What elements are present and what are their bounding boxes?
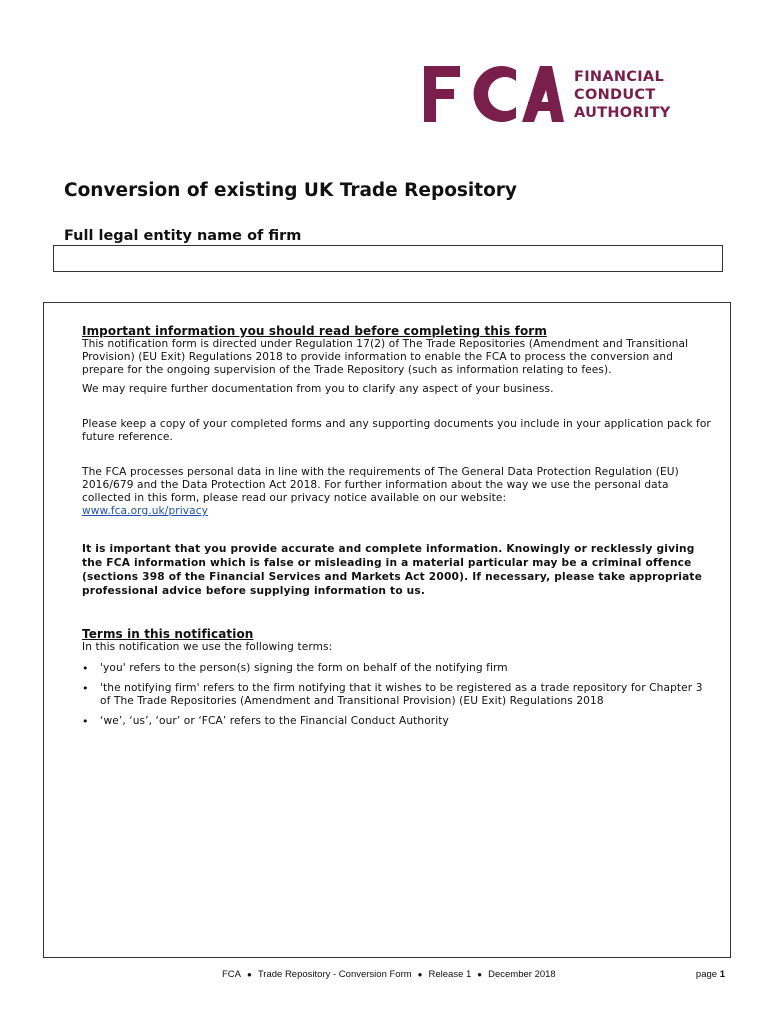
document-title: Conversion of existing UK Trade Repository (64, 180, 517, 201)
important-paragraph-2: We may require further documentation from you to clarify any aspect of your business. (82, 383, 554, 395)
information-content (82, 325, 714, 735)
fca-logo-mark (424, 66, 564, 122)
entity-name-label: Full legal entity name of firm (64, 228, 302, 244)
logo-line-financial: FINANCIAL (574, 69, 664, 85)
privacy-link[interactable]: www.fca.org.uk/privacy (82, 505, 209, 517)
footer-release: Release 1 (428, 969, 472, 980)
page-number (696, 969, 725, 980)
important-paragraph-4: The FCA processes personal data in line with the requirements of The General Data Protection Regulation (EU) 2016/679 and the Data Protection Act 2018. For further information about the way we use the personal data collected in this form, please read our privacy notice available on our website: (82, 466, 679, 504)
footer-form-name: Trade Repository - Conversion Form (257, 969, 412, 980)
bullet-icon: • (82, 682, 89, 695)
logo-line-conduct: CONDUCT (574, 87, 656, 103)
fca-logo-wordmark (574, 68, 671, 122)
important-paragraph-1: This notification form is directed under Regulation 17(2) of The Trade Repositories (Amendment and Transitional Provision) (EU Exit) Regulations 2018 to provide information to enable the FCA to process the conversion and prepare for the ongoing supervision of the Trade Repository (such as information relating to fees). (82, 338, 689, 376)
list-item (82, 715, 714, 728)
list-item (82, 662, 714, 675)
footer-org: FCA (222, 969, 241, 980)
bullet-icon: • (82, 715, 89, 728)
footer-separator: ● (247, 970, 252, 979)
terms-list (82, 662, 714, 728)
logo-line-authority: AUTHORITY (574, 105, 671, 121)
footer-separator: ● (477, 970, 483, 979)
term-text: 'the notifying firm' refers to the firm notifying that it wishes to be registered as a trade repository for Chapter 3 of The Trade Repositories (Amendment and Transitional Provision) (EU Exit) Regulations 2018 (100, 682, 703, 707)
important-paragraph-3: Please keep a copy of your completed forms and any supporting documents you include in your application pack for future reference. (82, 418, 711, 443)
term-text: ‘we’, ‘us’, ‘our’ or ‘FCA’ refers to the Financial Conduct Authority (100, 715, 449, 727)
footer-date: December 2018 (488, 969, 556, 980)
terms-intro: In this notification we use the following terms: (82, 641, 333, 653)
bullet-icon: • (82, 662, 89, 675)
fca-logo (424, 66, 684, 128)
page-label: page (695, 969, 718, 980)
terms-heading: Terms in this notification (82, 627, 254, 641)
footer-separator: ● (417, 970, 423, 979)
term-text: 'you' refers to the person(s) signing the form on behalf of the notifying firm (100, 662, 508, 674)
entity-name-field[interactable] (53, 245, 723, 272)
list-item (82, 682, 714, 708)
page-footer (222, 969, 556, 980)
warning-paragraph: It is important that you provide accurate and complete information. Knowingly or recklessly giving the FCA information which is false or misleading in a material particular may be a criminal offence (sections 398 of the Financial Services and Markets Act 2000). If necessary, please take appropriate professional advice before supplying information to us. (82, 543, 703, 597)
important-heading: Important information you should read before completing this form (82, 324, 547, 338)
page-number-value: 1 (719, 969, 725, 980)
